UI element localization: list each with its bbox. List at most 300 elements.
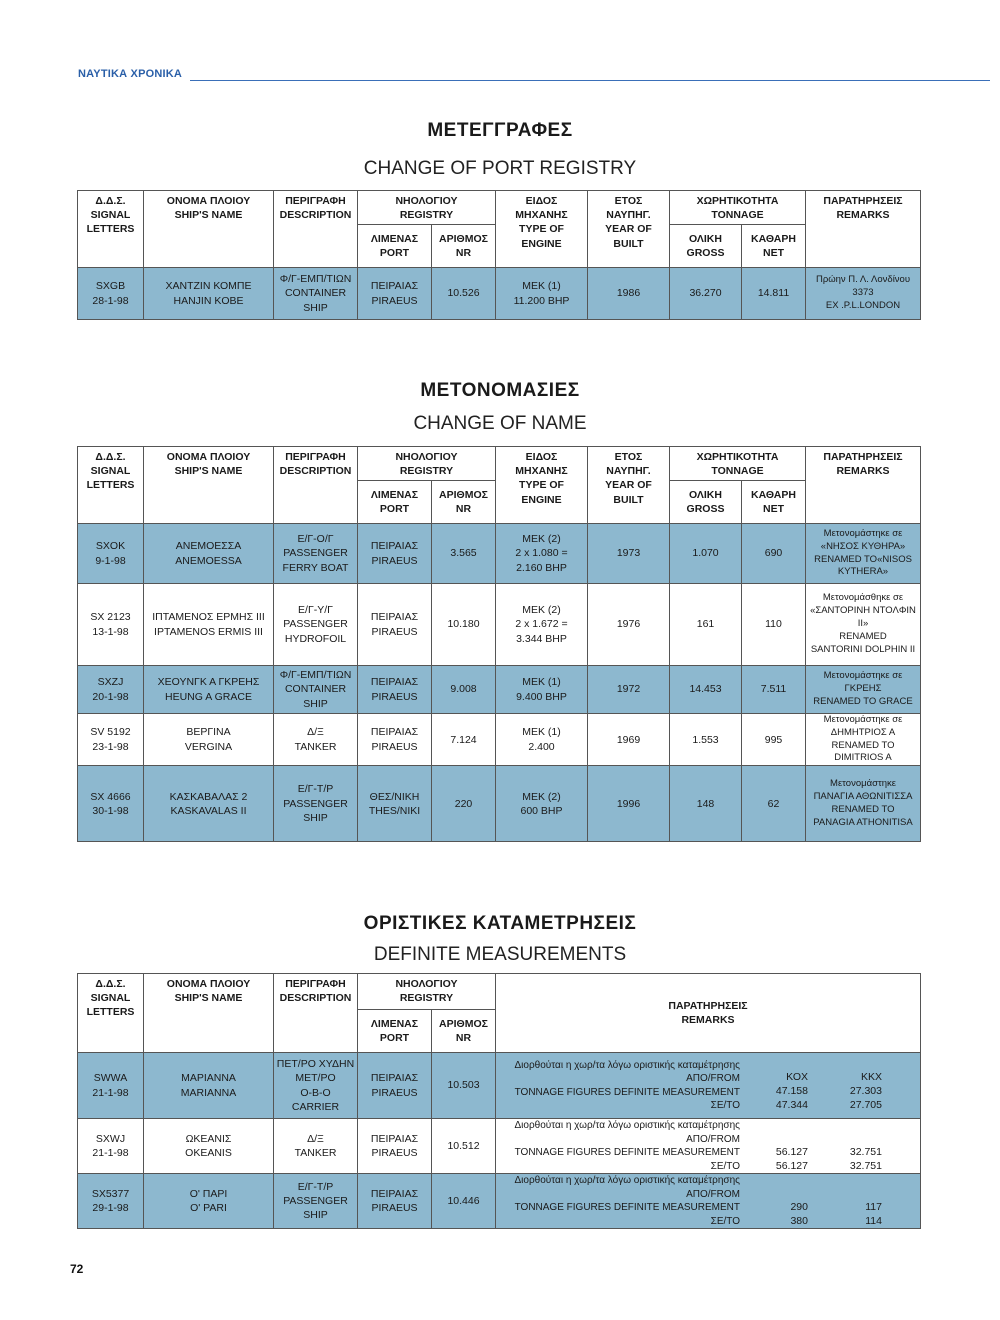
signal-line: SXGB bbox=[95, 280, 126, 293]
col-year-header bbox=[588, 191, 670, 268]
gross-cell: 14.453 bbox=[670, 666, 742, 714]
engine-line: ΜΕΚ (1) bbox=[522, 676, 561, 689]
col-year-header bbox=[588, 447, 670, 524]
col-year-line: ΝΑΥΠΗΓ. bbox=[606, 209, 651, 222]
col-gross-header bbox=[670, 225, 742, 268]
col-remarks-line: REMARKS bbox=[836, 209, 890, 222]
signal-line: 30-1-98 bbox=[92, 804, 129, 817]
net-cell: 7.511 bbox=[742, 666, 806, 714]
measurement-block bbox=[496, 1119, 920, 1173]
net-cell: 110 bbox=[742, 584, 806, 666]
description-line: Δ/Ξ bbox=[307, 726, 324, 739]
col-signal-header bbox=[78, 447, 144, 524]
description-line: PASSENGER SHIP bbox=[283, 1194, 348, 1222]
col-gross-line: ΟΛΙΚΗ bbox=[689, 232, 722, 245]
kkx-values bbox=[832, 1200, 882, 1228]
port-line: ΠΕΙΡΑΙΑΣ bbox=[370, 611, 419, 624]
col-net-line: ΚΑΘΑΡΗ bbox=[751, 488, 796, 501]
table-row bbox=[78, 714, 921, 766]
net-cell: 62 bbox=[742, 766, 806, 842]
col-registry-header bbox=[358, 447, 496, 481]
engine-line: 2.400 bbox=[528, 740, 555, 753]
kox-values bbox=[758, 1070, 808, 1113]
col-name-line: ΟΝΟΜΑ ΠΛΟΙΟΥ bbox=[166, 451, 251, 463]
remarks-cell bbox=[806, 766, 921, 842]
col-desc-header bbox=[274, 447, 358, 524]
kox-line: 47.344 bbox=[775, 1099, 808, 1112]
header-row bbox=[78, 447, 921, 481]
description-line: Ε/Γ-Ο/Γ bbox=[297, 533, 334, 546]
description-cell bbox=[274, 1119, 358, 1174]
kkx-line: 27.303 bbox=[849, 1085, 882, 1098]
gross-cell: 1.070 bbox=[670, 524, 742, 584]
col-registry-header bbox=[358, 191, 496, 225]
col-signal-line: Δ.Δ.Σ. bbox=[95, 978, 126, 990]
table-row bbox=[78, 666, 921, 714]
kkx-label: ΚΚΧ bbox=[860, 1070, 882, 1083]
signal-cell bbox=[78, 584, 144, 666]
registry-nr-cell: 10.446 bbox=[432, 1174, 496, 1229]
col-remarks-line: ΠΑΡΑΤΗΡΗΣΕΙΣ bbox=[823, 195, 903, 207]
ship-name-line: OKEANIS bbox=[185, 1147, 232, 1159]
port-line: ΠΕΙΡΑΙΑΣ bbox=[370, 1132, 419, 1145]
description-cell bbox=[274, 666, 358, 714]
year-cell: 1976 bbox=[588, 584, 670, 666]
ship-name-line: MARIANNA bbox=[180, 1086, 237, 1099]
col-tonnage-line: ΧΩΡΗΤΙΚΟΤΗΤΑ bbox=[696, 451, 779, 463]
col-nr-line: ΑΡΙΘΜΟΣ bbox=[439, 488, 488, 501]
col-tonnage-line: TONNAGE bbox=[711, 209, 764, 222]
registry-nr-cell: 10.503 bbox=[432, 1053, 496, 1119]
col-net-line: NET bbox=[763, 503, 784, 515]
remarks-cell bbox=[806, 714, 921, 766]
remarks-line: «ΝΗΣΟΣ ΚΥΘΗΡΑ» bbox=[820, 540, 906, 552]
col-year-line: BUILT bbox=[613, 237, 644, 250]
gross-cell: 1.553 bbox=[670, 714, 742, 766]
port-line: PIRAEUS bbox=[371, 690, 418, 703]
measurement-text-line: TONNAGE FIGURES DEFINITE MEASUREMENT ΣΕ/TO bbox=[514, 1147, 740, 1172]
table-row bbox=[78, 524, 921, 584]
engine-line: ΜΕΚ (1) bbox=[522, 726, 561, 739]
gross-cell: 36.270 bbox=[670, 268, 742, 320]
ship-name-cell bbox=[144, 1119, 274, 1174]
kkx-line: 114 bbox=[865, 1214, 882, 1227]
col-remarks-header bbox=[806, 191, 921, 268]
col-nr-header bbox=[432, 1010, 496, 1053]
col-registry-line: ΝΗΟΛΟΓΙΟΥ bbox=[395, 195, 458, 207]
description-line: Ε/Γ-Τ/Ρ bbox=[297, 1180, 334, 1193]
kox-line: 56.127 bbox=[775, 1145, 808, 1158]
col-tonnage-header bbox=[670, 191, 806, 225]
table-row bbox=[78, 766, 921, 842]
signal-line: SXWJ bbox=[95, 1132, 126, 1145]
description-line: TANKER bbox=[294, 740, 337, 753]
remarks-line: EX .P.L.LONDON bbox=[825, 299, 901, 311]
net-cell: 14.811 bbox=[742, 268, 806, 320]
col-desc-line: ΠΕΡΙΓΡΑΦΗ bbox=[285, 195, 346, 207]
year-cell: 1996 bbox=[588, 766, 670, 842]
col-net-line: ΚΑΘΑΡΗ bbox=[751, 232, 796, 245]
port-line: ΘΕΣ/ΝΙΚΗ bbox=[369, 790, 420, 803]
year-cell: 1972 bbox=[588, 666, 670, 714]
ship-name-line: Ο' ΠΑΡΙ bbox=[189, 1187, 228, 1200]
col-gross-line: ΟΛΙΚΗ bbox=[689, 488, 722, 501]
kox-line: 380 bbox=[790, 1214, 808, 1227]
description-line: PASSENGER SHIP bbox=[283, 797, 348, 824]
registry-nr-cell: 220 bbox=[432, 766, 496, 842]
engine-line: ΜΕΚ (1) bbox=[522, 280, 561, 293]
col-name-line: SHIP'S NAME bbox=[174, 209, 243, 222]
col-tonnage-line: TONNAGE bbox=[711, 465, 764, 478]
description-line: ΠΕΤ/ΡΟ ΧΥΔΗΝ bbox=[276, 1058, 355, 1071]
remarks-line: RENAMED TO«NISOS KYTHERA» bbox=[814, 553, 912, 578]
table-row bbox=[78, 268, 921, 320]
col-engine-line: ΕΙΔΟΣ bbox=[525, 195, 558, 207]
col-gross-line: GROSS bbox=[686, 503, 725, 515]
signal-cell bbox=[78, 766, 144, 842]
year-cell: 1973 bbox=[588, 524, 670, 584]
col-registry-line: REGISTRY bbox=[399, 465, 454, 478]
section1-title: ΜΕΤΕΓΓΡΑΦΕΣ bbox=[427, 120, 573, 141]
net-cell: 995 bbox=[742, 714, 806, 766]
engine-line: ΜΕΚ (2) bbox=[522, 604, 561, 617]
table-row bbox=[78, 1174, 921, 1229]
ship-name-line: ΧΕΟΥΝΓΚ Α ΓΚΡΕΗΣ bbox=[157, 676, 260, 689]
signal-line: 29-1-98 bbox=[92, 1202, 129, 1214]
year-cell: 1986 bbox=[588, 268, 670, 320]
description-cell bbox=[274, 1053, 358, 1119]
port-cell bbox=[358, 1174, 432, 1229]
engine-line: 2.160 BHP bbox=[516, 561, 567, 574]
engine-line: 2 x 1.080 = bbox=[515, 547, 568, 560]
remarks-cell bbox=[806, 268, 921, 320]
col-port-header bbox=[358, 481, 432, 524]
ship-name-line: IPTAMENOS ERMIS III bbox=[154, 625, 263, 638]
col-port-line: ΛΙΜΕΝΑΣ bbox=[370, 1017, 419, 1030]
signal-line: 21-1-98 bbox=[92, 1147, 129, 1159]
remarks-cell bbox=[496, 1053, 921, 1119]
remarks-line: Μετονομάστηκε σε ΓΚΡΕΗΣ bbox=[823, 670, 903, 695]
kkx-values bbox=[832, 1145, 882, 1173]
col-port-header bbox=[358, 1010, 432, 1053]
port-line: ΠΕΙΡΑΙΑΣ bbox=[370, 726, 419, 739]
signal-line: 13-1-98 bbox=[92, 625, 129, 638]
kkx-line: 32.751 bbox=[849, 1145, 882, 1158]
col-name-header bbox=[144, 974, 274, 1053]
col-remarks-line: ΠΑΡΑΤΗΡΗΣΕΙΣ bbox=[668, 999, 748, 1012]
kkx-values bbox=[832, 1070, 882, 1113]
engine-line: 600 BHP bbox=[520, 804, 563, 817]
kox-line: 56.127 bbox=[775, 1159, 808, 1172]
signal-line: 28-1-98 bbox=[92, 294, 129, 307]
ship-name-cell bbox=[144, 666, 274, 714]
measurement-text-line: TONNAGE FIGURES DEFINITE MEASUREMENT ΣΕ/TO bbox=[514, 1086, 740, 1111]
description-line: ΜΕΤ/ΡΟ bbox=[295, 1072, 336, 1085]
ship-name-line: ΒΕΡΓΙΝΑ bbox=[186, 726, 231, 739]
remarks-line: Μετονομάστηκε σε bbox=[823, 527, 903, 539]
col-registry-line: REGISTRY bbox=[399, 992, 454, 1005]
remarks-line: PANAGIA ATHONITISA bbox=[813, 816, 913, 828]
col-engine-header bbox=[496, 191, 588, 268]
col-year-line: BUILT bbox=[613, 493, 644, 506]
signal-cell bbox=[78, 268, 144, 320]
signal-line: 9-1-98 bbox=[95, 554, 126, 567]
remarks-line: Μετονομάστηκε bbox=[830, 778, 896, 790]
col-signal-line: Δ.Δ.Σ. bbox=[95, 451, 126, 463]
remarks-line: RENAMED bbox=[839, 630, 887, 642]
port-cell bbox=[358, 1053, 432, 1119]
col-nr-line: NR bbox=[455, 503, 472, 515]
gross-cell: 161 bbox=[670, 584, 742, 666]
col-desc-line: ΠΕΡΙΓΡΑΦΗ bbox=[285, 451, 346, 463]
remarks-cell bbox=[496, 1119, 921, 1174]
remarks-line: Μετονομάσθηκε σε bbox=[822, 592, 904, 604]
col-remarks-line: REMARKS bbox=[836, 465, 890, 478]
col-desc-line: DESCRIPTION bbox=[279, 209, 352, 222]
col-name-line: SHIP'S NAME bbox=[174, 465, 243, 478]
col-remarks-header bbox=[806, 447, 921, 524]
signal-line: SX5377 bbox=[91, 1187, 130, 1200]
ship-name-cell bbox=[144, 766, 274, 842]
description-line: TANKER bbox=[294, 1147, 337, 1159]
ship-name-line: ΧΑΝΤΖΙΝ ΚΟΜΠΕ bbox=[165, 280, 252, 293]
col-engine-line: ΜΗΧΑΝΗΣ bbox=[515, 209, 568, 222]
port-cell bbox=[358, 524, 432, 584]
port-cell bbox=[358, 584, 432, 666]
col-desc-line: DESCRIPTION bbox=[279, 465, 352, 478]
col-gross-line: GROSS bbox=[686, 247, 725, 259]
description-line: Ε/Γ-Υ/Γ bbox=[298, 604, 333, 617]
remarks-line: SANTORINI DOLPHIN II bbox=[810, 643, 916, 655]
port-line: PIRAEUS bbox=[371, 1147, 418, 1159]
col-remarks-header bbox=[496, 974, 921, 1053]
col-year-line: ΕΤΟΣ bbox=[614, 451, 643, 463]
description-line: CONTAINER SHIP bbox=[284, 683, 347, 710]
table-row bbox=[78, 584, 921, 666]
port-cell bbox=[358, 714, 432, 766]
ship-name-line: ANEMOESSA bbox=[175, 554, 242, 567]
measurement-text bbox=[502, 1174, 748, 1228]
signal-line: 23-1-98 bbox=[92, 740, 129, 753]
port-line: PIRAEUS bbox=[371, 1086, 418, 1099]
col-signal-line: SIGNAL bbox=[90, 992, 131, 1005]
engine-line: ΜΕΚ (2) bbox=[522, 533, 561, 546]
ship-name-line: HEUNG A GRACE bbox=[165, 690, 252, 703]
signal-cell bbox=[78, 524, 144, 584]
col-net-header bbox=[742, 481, 806, 524]
col-engine-line: ΜΗΧΑΝΗΣ bbox=[515, 465, 568, 478]
col-year-line: ΕΤΟΣ bbox=[614, 195, 643, 207]
col-tonnage-header bbox=[670, 447, 806, 481]
measurement-text bbox=[502, 1059, 748, 1113]
port-cell bbox=[358, 1119, 432, 1174]
signal-line: SXOK bbox=[95, 540, 126, 553]
kox-line: 47.158 bbox=[775, 1085, 808, 1098]
col-desc-header bbox=[274, 974, 358, 1053]
kox-values bbox=[758, 1200, 808, 1228]
ship-name-line: ΑΝΕΜΟΕΣΣΑ bbox=[175, 540, 242, 553]
col-signal-line: LETTERS bbox=[86, 223, 135, 236]
registry-nr-cell: 10.512 bbox=[432, 1119, 496, 1174]
col-signal-line: LETTERS bbox=[86, 1006, 135, 1019]
col-year-line: YEAR OF bbox=[605, 223, 652, 236]
definite-measurements-table bbox=[77, 973, 921, 1229]
ship-name-line: HANJIN KOBE bbox=[173, 294, 244, 307]
description-line: Δ/Ξ bbox=[307, 1132, 324, 1145]
col-signal-line: Δ.Δ.Σ. bbox=[95, 195, 126, 207]
section2-title: ΜΕΤΟΝΟΜΑΣΙΕΣ bbox=[420, 380, 580, 401]
engine-line: 9.400 BHP bbox=[516, 690, 567, 703]
year-cell: 1969 bbox=[588, 714, 670, 766]
ship-name-line: KASKAVALAS II bbox=[170, 804, 247, 817]
kkx-line: 117 bbox=[865, 1200, 882, 1213]
col-signal-line: SIGNAL bbox=[90, 465, 131, 478]
col-signal-line: SIGNAL bbox=[90, 209, 131, 222]
measurement-text-line: Διορθούται η χωρ/τα λόγω οριστικής καταμέτρησης ΑΠΟ/FROM bbox=[514, 1059, 740, 1084]
header-row bbox=[78, 191, 921, 225]
col-registry-line: ΝΗΟΛΟΓΙΟΥ bbox=[395, 451, 458, 463]
description-line: PASSENGER bbox=[283, 618, 348, 631]
description-line: Ε/Γ-Τ/Ρ bbox=[297, 783, 334, 796]
description-cell bbox=[274, 524, 358, 584]
ship-name-line: ΜΑΡΙΑΝΝΑ bbox=[181, 1072, 236, 1085]
port-line: ΠΕΙΡΑΙΑΣ bbox=[370, 540, 419, 553]
col-net-line: NET bbox=[763, 247, 784, 259]
signal-line: SXZJ bbox=[97, 676, 124, 689]
engine-line: ΜΕΚ (2) bbox=[522, 790, 561, 803]
col-name-header bbox=[144, 191, 274, 268]
col-registry-header bbox=[358, 974, 496, 1010]
description-cell bbox=[274, 1174, 358, 1229]
description-line: Φ/Γ-ΕΜΠ/ΤΙΩΝ bbox=[279, 669, 352, 682]
port-line: PIRAEUS bbox=[371, 294, 418, 307]
remarks-cell bbox=[496, 1174, 921, 1229]
engine-line: 2 x 1.672 = bbox=[515, 618, 568, 631]
signal-cell bbox=[78, 714, 144, 766]
signal-cell bbox=[78, 1053, 144, 1119]
port-line: ΠΕΙΡΑΙΑΣ bbox=[370, 1187, 419, 1200]
col-year-line: YEAR OF bbox=[605, 479, 652, 492]
measurement-block bbox=[496, 1174, 920, 1228]
col-nr-header bbox=[432, 481, 496, 524]
section3-title: ΟΡΙΣΤΙΚΕΣ ΚΑΤΑΜΕΤΡΗΣΕΙΣ bbox=[363, 913, 637, 934]
signal-line: SX 4666 bbox=[90, 790, 131, 803]
kox-label: ΚΟΧ bbox=[786, 1070, 808, 1083]
col-name-header bbox=[144, 447, 274, 524]
port-cell bbox=[358, 766, 432, 842]
description-line: O-B-O CARRIER bbox=[291, 1086, 340, 1113]
ship-name-line: ΙΠΤΑΜΕΝΟΣ ΕΡΜΗΣ III bbox=[152, 611, 265, 624]
registry-nr-cell: 10.180 bbox=[432, 584, 496, 666]
col-remarks-line: ΠΑΡΑΤΗΡΗΣΕΙΣ bbox=[823, 451, 903, 463]
signal-line: SWWA bbox=[93, 1072, 128, 1085]
col-desc-header bbox=[274, 191, 358, 268]
port-line: PIRAEUS bbox=[371, 625, 418, 638]
description-line: HYDROFOIL bbox=[284, 632, 347, 645]
col-port-line: PORT bbox=[379, 247, 410, 259]
remarks-line: Μετονομάστηκε σε ΔΗΜΗΤΡΙΟΣ Α bbox=[823, 714, 903, 738]
registry-nr-cell: 10.526 bbox=[432, 268, 496, 320]
running-header: ΝΑΥΤΙΚΑ ΧΡΟΝΙΚΑ bbox=[78, 68, 183, 80]
col-registry-line: ΝΗΟΛΟΓΙΟΥ bbox=[395, 978, 458, 990]
registry-nr-cell: 9.008 bbox=[432, 666, 496, 714]
header-row bbox=[78, 974, 921, 1010]
ship-name-line: O' PARI bbox=[190, 1202, 227, 1214]
col-net-header bbox=[742, 225, 806, 268]
port-registry-table bbox=[77, 190, 921, 320]
ship-name-cell bbox=[144, 714, 274, 766]
ship-name-cell bbox=[144, 1174, 274, 1229]
measurement-text-line: TONNAGE FIGURES DEFINITE MEASUREMENT ΣΕ/TO bbox=[514, 1202, 740, 1227]
description-cell bbox=[274, 584, 358, 666]
port-line: ΠΕΙΡΑΙΑΣ bbox=[370, 280, 419, 293]
port-line: ΠΕΙΡΑΙΑΣ bbox=[370, 1072, 419, 1085]
measurement-block bbox=[496, 1059, 920, 1113]
engine-cell bbox=[496, 584, 588, 666]
description-cell bbox=[274, 714, 358, 766]
col-signal-header bbox=[78, 191, 144, 268]
engine-cell bbox=[496, 766, 588, 842]
name-change-table bbox=[77, 446, 921, 842]
measurement-text-line: Διορθούται η χωρ/τα λόγω οριστικής καταμέτρησης ΑΠΟ/FROM bbox=[514, 1120, 740, 1145]
engine-cell bbox=[496, 268, 588, 320]
description-cell bbox=[274, 766, 358, 842]
col-engine-line: ΕΙΔΟΣ bbox=[525, 451, 558, 463]
col-signal-header bbox=[78, 974, 144, 1053]
port-line: THES/NIKI bbox=[368, 804, 421, 817]
engine-line: 11.200 BHP bbox=[513, 294, 570, 307]
ship-name-line: ΩΚΕΑΝΙΣ bbox=[185, 1132, 232, 1145]
section2-subtitle: CHANGE OF NAME bbox=[413, 413, 587, 434]
kox-line: 290 bbox=[790, 1200, 808, 1213]
ship-name-cell bbox=[144, 524, 274, 584]
col-nr-header bbox=[432, 225, 496, 268]
port-line: ΠΕΙΡΑΙΑΣ bbox=[370, 676, 419, 689]
gross-cell: 148 bbox=[670, 766, 742, 842]
col-name-line: SHIP'S NAME bbox=[174, 992, 243, 1005]
kox-values bbox=[758, 1145, 808, 1173]
header-rule bbox=[190, 80, 990, 81]
description-line: CONTAINER SHIP bbox=[284, 287, 347, 314]
col-name-line: ΟΝΟΜΑ ΠΛΟΙΟΥ bbox=[166, 195, 251, 207]
signal-cell bbox=[78, 1119, 144, 1174]
engine-cell bbox=[496, 524, 588, 584]
registry-nr-cell: 3.565 bbox=[432, 524, 496, 584]
remarks-line: RENAMED TO GRACE bbox=[813, 695, 913, 707]
section3-subtitle: DEFINITE MEASUREMENTS bbox=[373, 944, 627, 965]
kkx-line: 32.751 bbox=[849, 1159, 882, 1172]
ship-name-cell bbox=[144, 268, 274, 320]
ship-name-line: VERGINA bbox=[184, 740, 233, 753]
ship-name-cell bbox=[144, 1053, 274, 1119]
table-row bbox=[78, 1053, 921, 1119]
remarks-line: ΠΑΝΑΓΙΑ ΑΘΩΝΙΤΙΣΣΑ bbox=[813, 790, 913, 802]
port-cell bbox=[358, 666, 432, 714]
col-nr-line: ΑΡΙΘΜΟΣ bbox=[439, 232, 488, 245]
signal-line: 20-1-98 bbox=[92, 690, 129, 703]
col-desc-line: DESCRIPTION bbox=[279, 992, 352, 1005]
signal-line: 21-1-98 bbox=[92, 1086, 129, 1099]
signal-cell bbox=[78, 1174, 144, 1229]
measurement-text bbox=[502, 1119, 748, 1173]
col-port-line: PORT bbox=[379, 1032, 410, 1044]
col-engine-line: TYPE OF bbox=[519, 479, 564, 492]
remarks-cell bbox=[806, 666, 921, 714]
col-year-line: ΝΑΥΠΗΓ. bbox=[606, 465, 651, 478]
col-gross-header bbox=[670, 481, 742, 524]
kkx-line: 27.705 bbox=[849, 1099, 882, 1112]
description-line: FERRY BOAT bbox=[282, 561, 349, 574]
